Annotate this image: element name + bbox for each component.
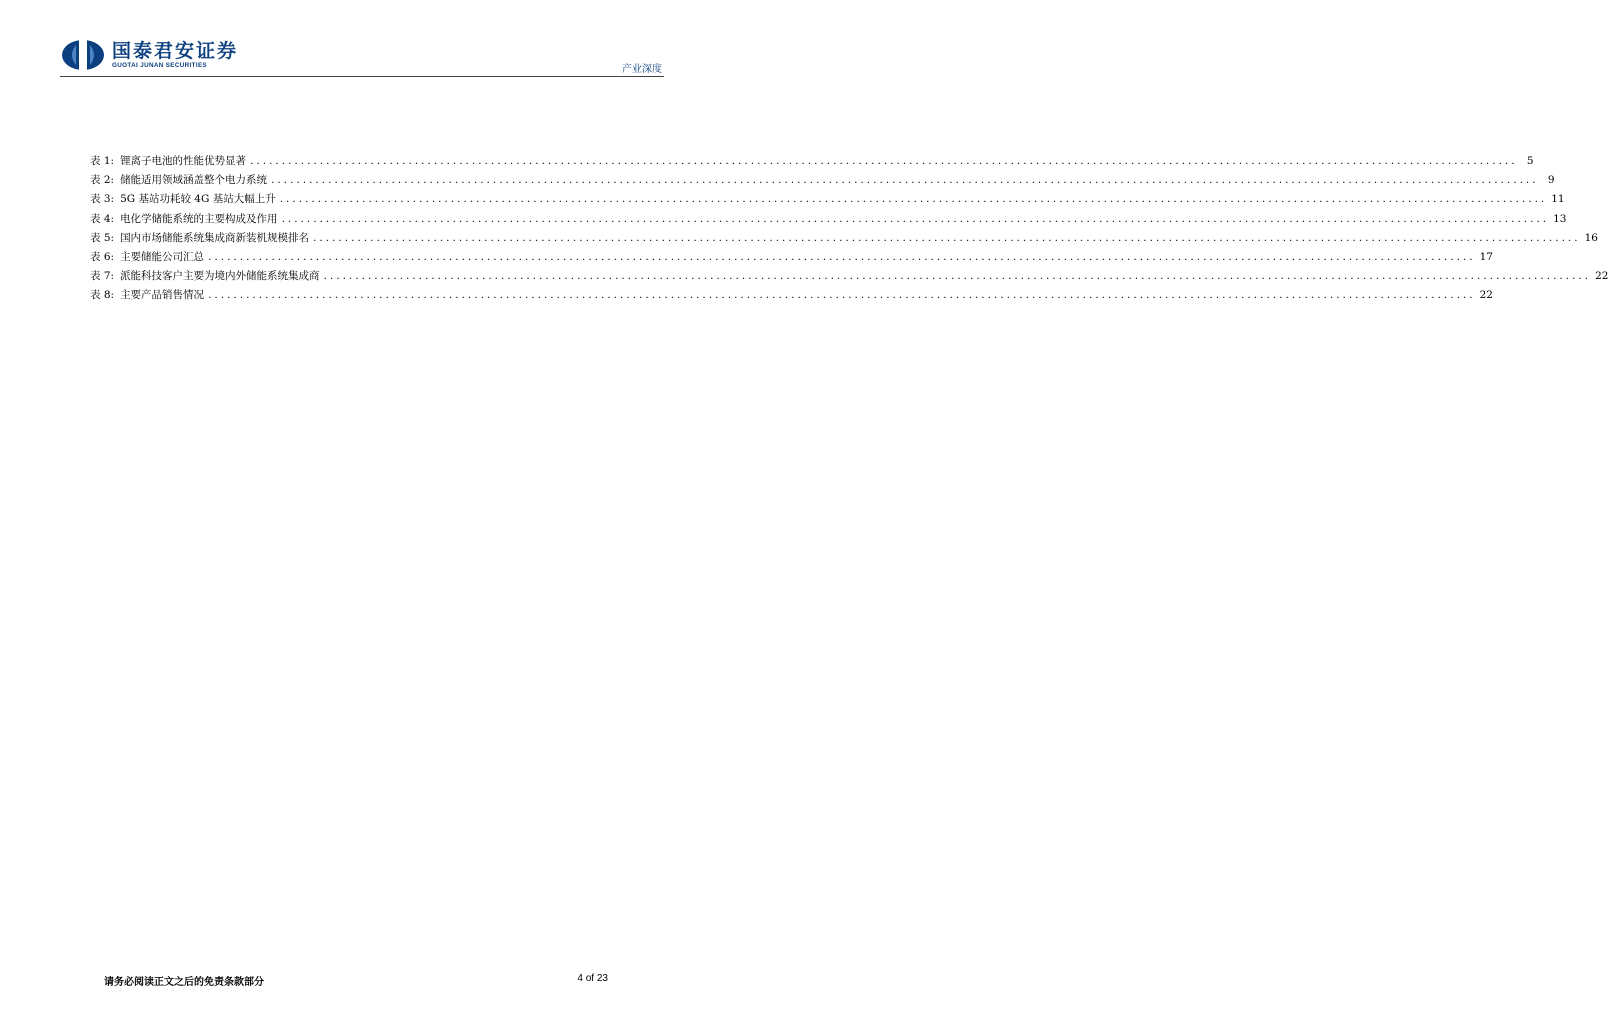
logo-english-name: GUOTAI JUNAN SECURITIES xyxy=(112,61,208,69)
toc-dot-leader: ........................................................................................................................................................................................................ xyxy=(313,231,1581,244)
toc-entry-label: 表 3: xyxy=(90,193,115,206)
toc-entry-page[interactable]: 9 xyxy=(1547,174,1555,187)
toc-entry-title[interactable]: 储能适用领域涵盖整个电力系统 xyxy=(120,174,268,187)
toc-entry[interactable] xyxy=(90,230,1598,249)
toc-entry-title[interactable]: 主要产品销售情况 xyxy=(120,289,205,302)
report-category: 产业深度 xyxy=(622,64,662,75)
toc-entry-page[interactable]: 11 xyxy=(1551,193,1565,206)
company-logo xyxy=(60,38,238,72)
toc-entry-title[interactable]: 5G 基站功耗较 4G 基站大幅上升 xyxy=(120,193,276,206)
toc-entry-label: 表 4: xyxy=(90,212,115,225)
toc-entry-page[interactable]: 22 xyxy=(1479,289,1493,302)
page-header xyxy=(60,38,664,78)
toc-entry-label: 表 5: xyxy=(90,231,115,244)
toc-dot-leader: ........................................................................................................................................................................................................ xyxy=(323,270,1592,283)
toc-dot-leader: ........................................................................................................................................................................................................ xyxy=(281,212,1550,225)
toc-entry-page[interactable]: 22 xyxy=(1595,270,1608,283)
toc-entry-page[interactable]: 16 xyxy=(1584,231,1598,244)
page-number: 4 of 23 xyxy=(577,973,608,984)
toc-entry[interactable] xyxy=(90,172,1555,191)
toc-entry-title[interactable]: 锂离子电池的性能优势显著 xyxy=(120,155,247,167)
toc-entry-label: 表 8: xyxy=(90,289,115,302)
toc-entry[interactable] xyxy=(90,211,1567,230)
toc-dot-leader: ........................................................................................................................................................................................................ xyxy=(279,193,1548,206)
toc-entry-label: 表 2: xyxy=(90,174,115,187)
header-divider xyxy=(60,76,664,77)
guotai-junan-logo-icon xyxy=(60,38,106,72)
toc-entry-label: 表 6: xyxy=(90,250,115,263)
table-of-tables xyxy=(90,153,1608,307)
toc-entry-label: 表 7: xyxy=(90,270,115,283)
toc-entry-page[interactable]: 13 xyxy=(1553,212,1567,225)
toc-dot-leader: ........................................................................................................................................................................................................ xyxy=(250,155,1518,167)
toc-entry-title[interactable]: 电化学储能系统的主要构成及作用 xyxy=(120,212,278,225)
toc-entry-page[interactable]: 17 xyxy=(1479,250,1493,263)
toc-entry-label: 表 1: xyxy=(90,155,115,167)
toc-entry[interactable] xyxy=(90,268,1608,287)
toc-entry[interactable] xyxy=(90,287,1493,306)
toc-entry-title[interactable]: 派能科技客户主要为境内外储能系统集成商 xyxy=(120,270,320,283)
toc-entry[interactable] xyxy=(90,249,1493,268)
toc-dot-leader: ........................................................................................................................................................................................................ xyxy=(271,174,1539,187)
footer-disclaimer: 请务必阅读正文之后的免责条款部分 xyxy=(104,977,264,988)
toc-entry-page[interactable]: 5 xyxy=(1526,155,1534,167)
logo-chinese-name: 国泰君安证券 xyxy=(112,39,239,62)
logo-text xyxy=(112,41,238,70)
toc-entry[interactable] xyxy=(90,191,1565,210)
toc-entry[interactable] xyxy=(90,153,1534,172)
toc-dot-leader: ........................................................................................................................................................................................................ xyxy=(208,250,1476,263)
toc-dot-leader: ........................................................................................................................................................................................................ xyxy=(208,289,1476,302)
toc-entry-title[interactable]: 国内市场储能系统集成商新装机规模排名 xyxy=(120,231,310,244)
toc-entry-title[interactable]: 主要储能公司汇总 xyxy=(120,250,205,263)
